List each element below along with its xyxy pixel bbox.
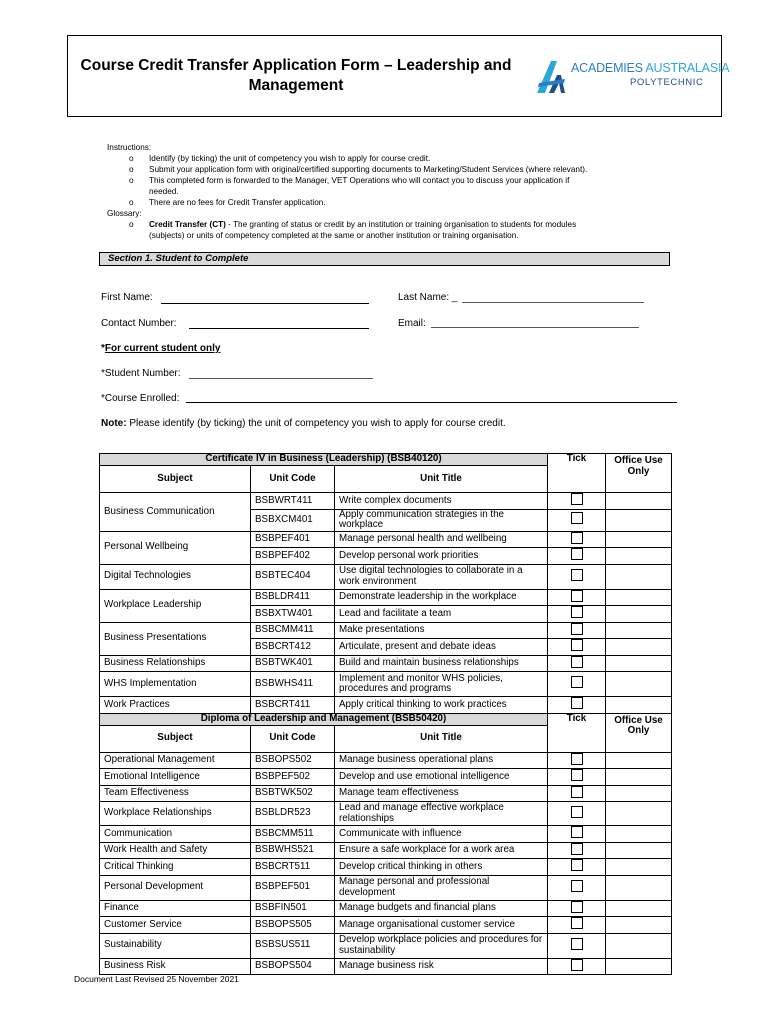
table-row	[100, 802, 672, 826]
office-use-cell	[606, 606, 672, 623]
unit-code-cell: BSBCMM511	[251, 826, 335, 843]
table-row	[100, 875, 672, 900]
tick-checkbox[interactable]	[571, 606, 583, 618]
tick-checkbox[interactable]	[571, 639, 583, 651]
unit-title-cell: Manage organisational customer service	[335, 917, 548, 934]
tick-cell	[548, 639, 606, 656]
tick-checkbox[interactable]	[571, 656, 583, 668]
table-row	[100, 622, 672, 639]
table-row	[100, 697, 672, 714]
tick-checkbox[interactable]	[571, 859, 583, 871]
instructions-block	[107, 142, 667, 241]
unit-code-column-header: Unit Code	[251, 725, 335, 752]
table-row	[100, 917, 672, 934]
unit-code-cell: BSBCMM411	[251, 622, 335, 639]
tick-checkbox[interactable]	[571, 676, 583, 688]
unit-title-cell: Make presentations	[335, 622, 548, 639]
unit-code-cell: BSBPEF502	[251, 769, 335, 786]
last-name-field[interactable]	[462, 302, 644, 303]
tick-checkbox[interactable]	[571, 532, 583, 544]
bullet-icon: o	[129, 165, 134, 174]
unit-title-cell: Apply critical thinking to work practices	[335, 697, 548, 714]
tick-checkbox[interactable]	[571, 769, 583, 781]
office-use-cell	[606, 639, 672, 656]
unit-title-cell: Lead and manage effective workplace relationships	[335, 802, 548, 826]
tick-column-header: Tick	[548, 454, 606, 493]
instruction-item: o Identify (by ticking) the unit of competency you wish to apply for course credit.	[129, 154, 431, 163]
office-use-cell	[606, 531, 672, 548]
glossary-label: Glossary:	[107, 209, 142, 218]
tick-cell	[548, 842, 606, 859]
table-row	[100, 958, 672, 975]
tick-checkbox[interactable]	[571, 826, 583, 838]
note-text: Note: Please identify (by ticking) the unit of competency you wish to apply for course credit.	[101, 418, 506, 429]
bullet-icon: o	[129, 154, 134, 163]
unit-title-cell: Articulate, present and debate ideas	[335, 639, 548, 656]
tick-cell	[548, 900, 606, 917]
unit-code-cell: BSBCRT411	[251, 697, 335, 714]
table-row	[100, 769, 672, 786]
tick-checkbox[interactable]	[571, 753, 583, 765]
unit-title-cell: Manage personal health and wellbeing	[335, 531, 548, 548]
tick-checkbox[interactable]	[571, 806, 583, 818]
email-label: Email:	[398, 318, 426, 329]
subject-cell: Business Presentations	[100, 622, 251, 655]
subject-column-header: Subject	[100, 725, 251, 752]
tick-checkbox[interactable]	[571, 880, 583, 892]
unit-code-cell: BSBTEC404	[251, 564, 335, 589]
subject-cell: Critical Thinking	[100, 859, 251, 876]
table-row	[100, 900, 672, 917]
unit-title-column-header: Unit Title	[335, 466, 548, 493]
logo-mark-icon	[535, 57, 569, 97]
instructions-label: Instructions:	[107, 143, 152, 152]
unit-code-cell: BSBLDR411	[251, 589, 335, 606]
tick-cell	[548, 531, 606, 548]
unit-title-column-header: Unit Title	[335, 725, 548, 752]
office-use-cell	[606, 752, 672, 769]
subject-cell: Business Risk	[100, 958, 251, 975]
bullet-icon: o	[129, 198, 134, 207]
tick-checkbox[interactable]	[571, 623, 583, 635]
tick-cell	[548, 859, 606, 876]
unit-code-cell: BSBSUS511	[251, 933, 335, 958]
unit-title-cell: Implement and monitor WHS policies, procedures and programs	[335, 672, 548, 697]
tick-checkbox[interactable]	[571, 493, 583, 505]
unit-code-cell: BSBTWK401	[251, 655, 335, 672]
office-use-cell	[606, 900, 672, 917]
unit-code-cell: BSBCRT412	[251, 639, 335, 656]
unit-title-cell: Manage personal and professional development	[335, 875, 548, 900]
diploma-title: Diploma of Leadership and Management (BSB50420)	[100, 713, 548, 725]
glossary-continuation: (subjects) or units of competency completed at the same or another institution or training organisation.	[149, 231, 519, 240]
office-use-cell	[606, 493, 672, 510]
logo-word-academies: ACADEMIES	[571, 61, 643, 75]
tick-cell	[548, 672, 606, 697]
glossary-item: o Credit Transfer (CT) - The granting of status or credit by an institution or training organisation to students for modules	[129, 220, 577, 229]
tick-cell	[548, 785, 606, 802]
table-row	[100, 531, 672, 548]
unit-code-column-header: Unit Code	[251, 466, 335, 493]
office-use-cell	[606, 785, 672, 802]
tick-checkbox[interactable]	[571, 786, 583, 798]
office-use-cell	[606, 509, 672, 531]
unit-title-cell: Manage budgets and financial plans	[335, 900, 548, 917]
tick-cell	[548, 917, 606, 934]
unit-code-cell: BSBFIN501	[251, 900, 335, 917]
tick-cell	[548, 622, 606, 639]
current-student-heading: *For current student only	[101, 343, 221, 354]
glossary-term: Credit Transfer (CT)	[149, 220, 226, 229]
table-row	[100, 564, 672, 589]
subject-column-header: Subject	[100, 466, 251, 493]
unit-title-cell: Demonstrate leadership in the workplace	[335, 589, 548, 606]
tick-cell	[548, 826, 606, 843]
tick-cell	[548, 589, 606, 606]
subject-cell: Work Practices	[100, 697, 251, 714]
tick-checkbox[interactable]	[571, 569, 583, 581]
unit-title-cell: Build and maintain business relationships	[335, 655, 548, 672]
office-use-cell	[606, 697, 672, 714]
tick-checkbox[interactable]	[571, 843, 583, 855]
office-use-cell	[606, 875, 672, 900]
last-name-label: Last Name: _	[398, 292, 458, 303]
subject-cell: Sustainability	[100, 933, 251, 958]
tick-checkbox[interactable]	[571, 901, 583, 913]
office-use-cell	[606, 802, 672, 826]
subject-cell: Workplace Relationships	[100, 802, 251, 826]
office-use-column-header: Office Use Only	[606, 713, 672, 752]
tick-checkbox[interactable]	[571, 548, 583, 560]
instruction-item: o Submit your application form with original/certified supporting documents to Marketing/Student Services (where relevant).	[129, 165, 588, 174]
table-row	[100, 672, 672, 697]
office-use-cell	[606, 842, 672, 859]
tick-cell	[548, 509, 606, 531]
office-use-column-header: Office Use Only	[606, 454, 672, 493]
certificate-title: Certificate IV in Business (Leadership) (BSB40120)	[100, 454, 548, 466]
academies-australasia-logo	[535, 55, 730, 100]
unit-code-cell: BSBPEF401	[251, 531, 335, 548]
office-use-cell	[606, 826, 672, 843]
office-use-cell	[606, 958, 672, 975]
email-field[interactable]	[431, 327, 639, 328]
tick-cell	[548, 606, 606, 623]
unit-code-cell: BSBPEF402	[251, 548, 335, 565]
subject-cell: Operational Management	[100, 752, 251, 769]
table-row	[100, 752, 672, 769]
unit-code-cell: BSBOPS505	[251, 917, 335, 934]
office-use-cell	[606, 622, 672, 639]
tick-cell	[548, 958, 606, 975]
table-row	[100, 785, 672, 802]
tick-cell	[548, 802, 606, 826]
office-use-cell	[606, 917, 672, 934]
unit-code-cell: BSBOPS504	[251, 958, 335, 975]
unit-code-cell: BSBWHS521	[251, 842, 335, 859]
table-band	[100, 454, 672, 466]
tick-checkbox[interactable]	[571, 959, 583, 971]
unit-code-cell: BSBPEF501	[251, 875, 335, 900]
subject-cell: Finance	[100, 900, 251, 917]
first-name-field[interactable]	[161, 303, 369, 304]
document-revision-footer: Document Last Revised 25 November 2021	[74, 974, 239, 984]
instruction-item: o There are no fees for Credit Transfer application.	[129, 198, 326, 207]
subject-cell: Personal Development	[100, 875, 251, 900]
unit-title-cell: Develop and use emotional intelligence	[335, 769, 548, 786]
unit-code-cell: BSBCRT511	[251, 859, 335, 876]
subject-cell: Personal Wellbeing	[100, 531, 251, 564]
unit-code-cell: BSBWHS411	[251, 672, 335, 697]
student-number-label: *Student Number:	[101, 368, 181, 379]
bullet-icon: o	[129, 176, 134, 185]
table-row	[100, 933, 672, 958]
subject-cell: Workplace Leadership	[100, 589, 251, 622]
unit-title-cell: Use digital technologies to collaborate in a work environment	[335, 564, 548, 589]
contact-number-label: Contact Number:	[101, 318, 177, 329]
table-row	[100, 493, 672, 510]
office-use-cell	[606, 672, 672, 697]
unit-title-cell: Lead and facilitate a team	[335, 606, 548, 623]
subject-cell: Business Relationships	[100, 655, 251, 672]
subject-cell: Emotional Intelligence	[100, 769, 251, 786]
subject-cell: Customer Service	[100, 917, 251, 934]
subject-cell: Team Effectiveness	[100, 785, 251, 802]
logo-subtitle: POLYTECHNIC	[630, 77, 704, 88]
unit-title-cell: Develop personal work priorities	[335, 548, 548, 565]
tick-cell	[548, 769, 606, 786]
first-name-label: First Name:	[101, 292, 153, 303]
course-enrolled-label: *Course Enrolled:	[101, 393, 180, 404]
unit-title-cell: Develop critical thinking in others	[335, 859, 548, 876]
unit-code-cell: BSBXCM401	[251, 509, 335, 531]
instruction-item: o This completed form is forwarded to the Manager, VET Operations who will contact you to discuss your application if	[129, 176, 570, 185]
diploma-table-body	[100, 713, 672, 975]
instruction-continuation: needed.	[149, 187, 179, 196]
tick-checkbox[interactable]	[571, 697, 583, 709]
tick-checkbox[interactable]	[571, 590, 583, 602]
tick-checkbox[interactable]	[571, 917, 583, 929]
unit-code-cell: BSBOPS502	[251, 752, 335, 769]
tick-cell	[548, 933, 606, 958]
table-band	[100, 713, 672, 725]
subject-cell: Digital Technologies	[100, 564, 251, 589]
certificate-table-body	[100, 454, 672, 714]
unit-title-cell: Develop workplace policies and procedures for sustainability	[335, 933, 548, 958]
subject-cell: Work Health and Safety	[100, 842, 251, 859]
unit-title-cell: Ensure a safe workplace for a work area	[335, 842, 548, 859]
unit-code-cell: BSBTWK502	[251, 785, 335, 802]
tick-cell	[548, 548, 606, 565]
unit-title-cell: Manage business operational plans	[335, 752, 548, 769]
office-use-cell	[606, 589, 672, 606]
table-row	[100, 589, 672, 606]
office-use-cell	[606, 769, 672, 786]
bullet-icon: o	[129, 220, 134, 229]
student-number-field[interactable]	[189, 378, 373, 379]
unit-code-cell: BSBXTW401	[251, 606, 335, 623]
contact-number-field[interactable]	[189, 328, 369, 329]
office-use-cell	[606, 933, 672, 958]
unit-title-cell: Write complex documents	[335, 493, 548, 510]
unit-title-cell: Manage business risk	[335, 958, 548, 975]
course-enrolled-field[interactable]	[186, 402, 677, 403]
units-table	[99, 453, 672, 975]
unit-code-cell: BSBLDR523	[251, 802, 335, 826]
tick-cell	[548, 564, 606, 589]
table-row	[100, 859, 672, 876]
tick-cell	[548, 493, 606, 510]
office-use-cell	[606, 548, 672, 565]
tick-cell	[548, 752, 606, 769]
unit-title-cell: Communicate with influence	[335, 826, 548, 843]
unit-title-cell: Apply communication strategies in the workplace	[335, 509, 548, 531]
subject-cell: Communication	[100, 826, 251, 843]
form-title: Course Credit Transfer Application Form – Leadership and Management	[80, 57, 512, 94]
tick-checkbox[interactable]	[571, 512, 583, 524]
unit-code-cell: BSBWRT411	[251, 493, 335, 510]
unit-title-cell: Manage team effectiveness	[335, 785, 548, 802]
subject-cell: Business Communication	[100, 493, 251, 532]
office-use-cell	[606, 859, 672, 876]
subject-cell: WHS Implementation	[100, 672, 251, 697]
logo-word-australasia: AUSTRALASIA	[645, 61, 730, 75]
office-use-cell	[606, 655, 672, 672]
tick-checkbox[interactable]	[571, 938, 583, 950]
table-row	[100, 655, 672, 672]
office-use-cell	[606, 564, 672, 589]
tick-column-header: Tick	[548, 713, 606, 752]
table-row	[100, 842, 672, 859]
tick-cell	[548, 655, 606, 672]
tick-cell	[548, 875, 606, 900]
tick-cell	[548, 697, 606, 714]
section-1-header: Section 1. Student to Complete	[99, 252, 670, 266]
table-row	[100, 826, 672, 843]
